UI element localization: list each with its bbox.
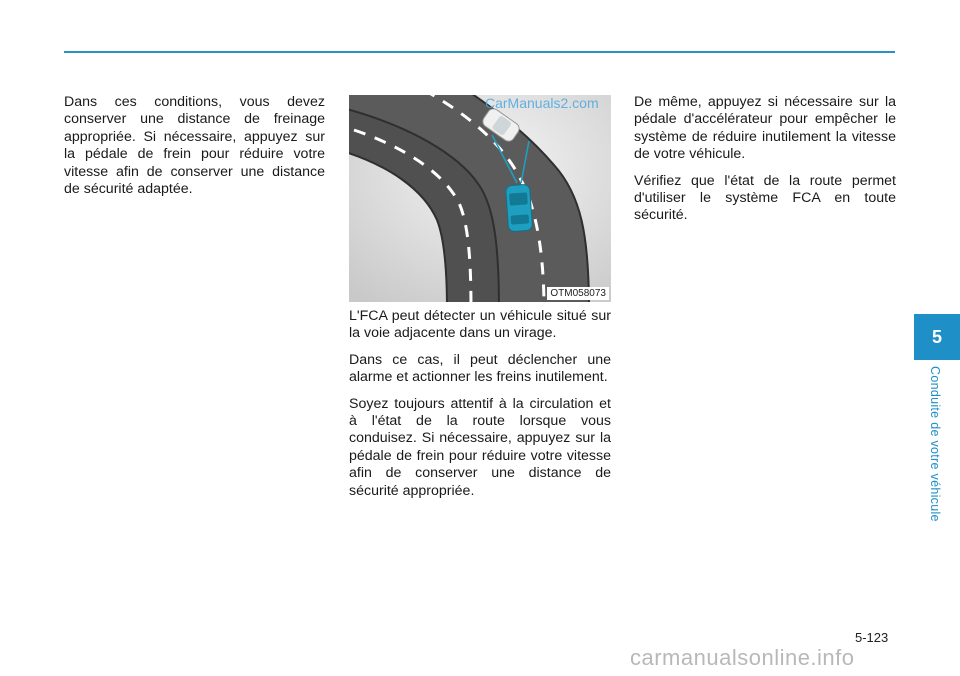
own-vehicle-icon: [505, 184, 532, 232]
chapter-number-tab: 5: [914, 314, 960, 360]
figure-watermark: CarManuals2.com: [485, 95, 599, 111]
chapter-title: Conduite de votre véhicule: [928, 366, 942, 522]
left-column: [64, 94, 325, 207]
middle-paragraph-3: Soyez toujours attentif à la circulation et à l'état de la route lorsque vous conduisez. Si nécessaire, appuyez sur la pédale de frein pour réduire votre vitesse afin de conserver une distance de sécurité appropriée.: [349, 395, 611, 499]
left-paragraph: Dans ces conditions, vous devez conserver une distance de freinage appropriée. Si nécessaire, appuyez sur la pédale de frein pour réduire votre vitesse afin de conserver une distance de sécurité adaptée.: [64, 94, 325, 198]
figure-code: OTM058073: [547, 287, 609, 300]
road-graphic: [349, 95, 611, 302]
right-paragraph-2: Vérifiez que l'état de la route permet d'utiliser le système FCA en toute sécurité.: [634, 172, 896, 224]
header-rule: [64, 51, 895, 53]
page-number: 5-123: [855, 630, 889, 645]
middle-column: [349, 308, 611, 509]
middle-paragraph-1: L'FCA peut détecter un véhicule situé sur la voie adjacente dans un virage.: [349, 308, 611, 342]
right-column: [634, 94, 896, 234]
curved-road-illustration: [349, 95, 611, 302]
footer-watermark: carmanualsonline.info: [630, 645, 855, 670]
middle-paragraph-2: Dans ce cas, il peut déclencher une alarme et actionner les freins inutilement.: [349, 351, 611, 386]
right-paragraph-1: De même, appuyez si nécessaire sur la pédale d'accélérateur pour empêcher le système de réduire inutilement la vitesse de votre véhicule.: [634, 94, 896, 163]
